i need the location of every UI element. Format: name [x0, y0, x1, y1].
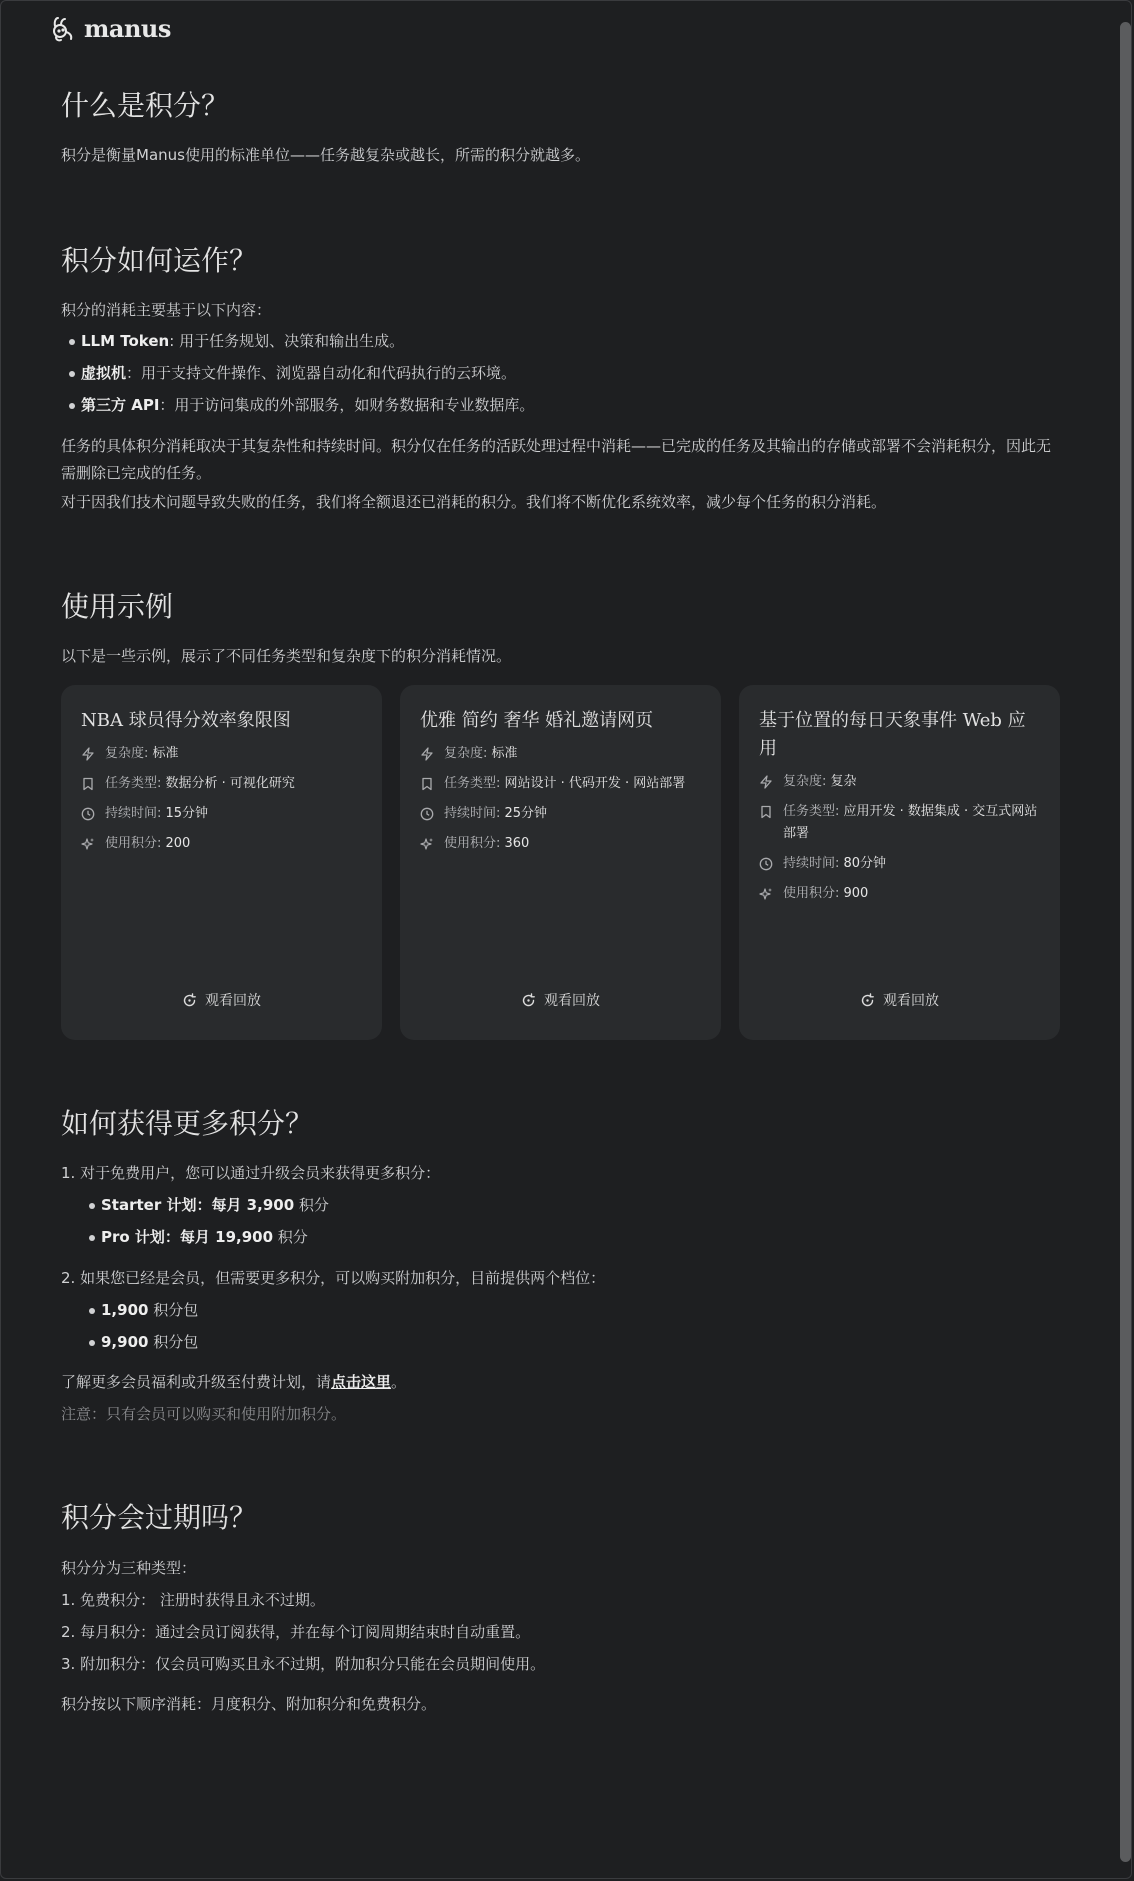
list-number: 1. — [61, 1164, 81, 1182]
how-item — [81, 329, 404, 353]
bullet-dot — [69, 371, 75, 377]
meta-label: 持续时间: — [444, 806, 505, 821]
card-credits — [759, 883, 1040, 905]
example-card-wedding[interactable] — [400, 685, 721, 1040]
meta-label: 任务类型: — [783, 804, 844, 819]
earn-step-1 — [61, 1161, 440, 1185]
meta-value: 标准 — [152, 746, 179, 761]
scrollbar[interactable] — [1120, 22, 1131, 1862]
brand-logo[interactable] — [50, 14, 171, 43]
how-item-text: ：用于支持文件操作、浏览器自动化和代码执行的云环境。 — [126, 364, 517, 382]
card-complexity — [759, 771, 1040, 793]
section-title-examples: 使用示例 — [61, 590, 174, 623]
bookmark-icon — [81, 777, 95, 791]
meta-value: 80分钟 — [843, 856, 887, 871]
meta-value: 15分钟 — [165, 806, 209, 821]
meta-value: 网站设计 · 代码开发 · 网站部署 — [504, 776, 686, 791]
list-number: 2. — [61, 1269, 81, 1287]
earn-step-1-text: 对于免费用户，您可以通过升级会员来获得更多积分： — [80, 1164, 441, 1182]
brand-name: manus — [84, 14, 171, 43]
example-card-nba[interactable] — [61, 685, 382, 1040]
sparkle-icon — [420, 837, 434, 851]
sparkle-icon — [759, 887, 773, 901]
replay-icon — [182, 993, 197, 1008]
meta-value: 应用开发 · 数据集成 · 交互式网站部署 — [783, 804, 1038, 841]
credit-type-item — [61, 1588, 325, 1612]
earn-plan-item — [101, 1225, 308, 1249]
meta-label: 使用积分: — [783, 886, 844, 901]
addon-pack-item — [101, 1330, 198, 1354]
credit-type-item — [61, 1652, 545, 1676]
how-para-2: 对于因我们技术问题导致失败的任务，我们将全额退还已消耗的积分。我们将不断优化系统效率，减少每个任务的积分消耗。 — [61, 493, 887, 511]
meta-value: 360 — [504, 836, 530, 851]
credit-type-item — [61, 1620, 530, 1644]
card-title: NBA 球员得分效率象限图 — [81, 710, 291, 731]
section-title-what: 什么是积分？ — [61, 89, 230, 122]
learn-more — [61, 1369, 406, 1395]
card-credits — [81, 833, 362, 855]
list-number: 1. — [61, 1591, 81, 1609]
clock-icon — [759, 857, 773, 871]
how-item-text: ：用于访问集成的外部服务，如财务数据和专业数据库。 — [159, 396, 535, 414]
card-task-type — [759, 801, 1040, 845]
meta-label: 任务类型: — [105, 776, 166, 791]
plan-text: 积分 — [273, 1228, 308, 1246]
how-para-1: 任务的具体积分消耗取决于其复杂性和持续时间。积分仅在任务的活跃处理过程中消耗——已完成的任务及其输出的存储或部署不会消耗积分，因此无需删除已完成的任务。 — [61, 437, 1052, 482]
meta-value: 标准 — [491, 746, 518, 761]
watch-replay-button[interactable] — [400, 990, 721, 1010]
lightning-icon — [759, 775, 773, 789]
meta-label: 复杂度: — [444, 746, 492, 761]
plan-text: 积分 — [294, 1196, 329, 1214]
how-item-text: : 用于任务规划、决策和输出生成。 — [169, 332, 405, 350]
bullet-dot — [69, 403, 75, 409]
plan-bold: Pro 计划：每月 19,900 — [101, 1228, 274, 1246]
pack-text: 积分包 — [148, 1333, 199, 1351]
replay-icon — [521, 993, 536, 1008]
card-duration — [420, 803, 701, 825]
card-credits — [420, 833, 701, 855]
credit-type-text: 每月积分：通过会员订阅获得，并在每个订阅周期结束时自动重置。 — [80, 1623, 531, 1641]
expire-intro: 积分分为三种类型： — [61, 1559, 197, 1577]
credit-type-text: 附加积分：仅会员可购买且永不过期，附加积分只能在会员期间使用。 — [80, 1655, 546, 1673]
watch-replay-label: 观看回放 — [883, 993, 939, 1009]
lightning-icon — [420, 747, 434, 761]
pack-bold: 9,900 — [101, 1333, 149, 1351]
list-number: 2. — [61, 1623, 81, 1641]
meta-label: 复杂度: — [783, 774, 831, 789]
addon-pack-item — [101, 1298, 198, 1322]
meta-value: 200 — [165, 836, 191, 851]
learn-more-prefix: 了解更多会员福利或升级至付费计划，请 — [61, 1373, 332, 1391]
meta-value: 数据分析 · 可视化研究 — [165, 776, 295, 791]
meta-label: 复杂度: — [105, 746, 153, 761]
watch-replay-button[interactable] — [739, 990, 1060, 1010]
earn-step-2 — [61, 1266, 605, 1290]
how-item — [81, 361, 516, 385]
bullet-dot — [89, 1203, 95, 1209]
card-duration — [81, 803, 362, 825]
meta-label: 持续时间: — [783, 856, 844, 871]
sparkle-icon — [81, 837, 95, 851]
meta-label: 使用积分: — [105, 836, 166, 851]
click-here-link[interactable]: 点击这里 — [331, 1373, 392, 1391]
bullet-dot — [89, 1340, 95, 1346]
watch-replay-label: 观看回放 — [205, 993, 261, 1009]
earn-step-2-text: 如果您已经是会员，但需要更多积分，可以购买附加积分，目前提供两个档位： — [80, 1269, 606, 1287]
meta-label: 使用积分: — [444, 836, 505, 851]
lightning-icon — [81, 747, 95, 761]
bookmark-icon — [420, 777, 434, 791]
meta-value: 复杂 — [830, 774, 857, 789]
credit-type-text: 免费积分： 注册时获得且永不过期。 — [80, 1591, 325, 1609]
watch-replay-button[interactable] — [61, 990, 382, 1010]
how-item-bold: LLM Token — [81, 332, 170, 350]
clock-icon — [420, 807, 434, 821]
consumption-order: 积分按以下顺序消耗：月度积分、附加积分和免费积分。 — [61, 1695, 437, 1713]
card-title: 基于位置的每日天象事件 Web 应用 — [759, 710, 1026, 759]
meta-value: 25分钟 — [504, 806, 548, 821]
section-title-how: 积分如何运作？ — [61, 244, 258, 277]
watch-replay-label: 观看回放 — [544, 993, 600, 1009]
how-item — [81, 393, 534, 417]
meta-label: 任务类型: — [444, 776, 505, 791]
manus-logo-icon — [50, 15, 76, 43]
earn-plan-item — [101, 1193, 329, 1217]
bullet-dot — [69, 339, 75, 345]
bookmark-icon — [759, 805, 773, 819]
bullet-dot — [89, 1235, 95, 1241]
replay-icon — [860, 993, 875, 1008]
list-number: 3. — [61, 1655, 81, 1673]
meta-label: 持续时间: — [105, 806, 166, 821]
card-task-type — [420, 773, 701, 795]
card-duration — [759, 853, 1040, 875]
examples-intro: 以下是一些示例，展示了不同任务类型和复杂度下的积分消耗情况。 — [61, 647, 512, 665]
section-title-earn: 如何获得更多积分？ — [61, 1107, 314, 1140]
clock-icon — [81, 807, 95, 821]
card-task-type — [81, 773, 362, 795]
addon-note: 注意：只有会员可以购买和使用附加积分。 — [61, 1405, 347, 1423]
card-title: 优雅 简约 奢华 婚礼邀请网页 — [420, 710, 654, 731]
how-intro: 积分的消耗主要基于以下内容： — [61, 301, 272, 319]
example-card-sky-events[interactable] — [739, 685, 1060, 1040]
plan-bold: Starter 计划：每月 3,900 — [101, 1196, 295, 1214]
card-complexity — [81, 743, 362, 765]
how-item-bold: 第三方 API — [81, 396, 160, 414]
meta-value: 900 — [843, 886, 869, 901]
pack-text: 积分包 — [148, 1301, 199, 1319]
section-title-expire: 积分会过期吗？ — [61, 1501, 258, 1534]
card-complexity — [420, 743, 701, 765]
pack-bold: 1,900 — [101, 1301, 149, 1319]
learn-more-suffix: 。 — [391, 1373, 407, 1391]
bullet-dot — [89, 1308, 95, 1314]
what-body: 积分是衡量Manus使用的标准单位——任务越复杂或越长，所需的积分就越多。 — [61, 146, 590, 164]
how-item-bold: 虚拟机 — [81, 364, 127, 382]
